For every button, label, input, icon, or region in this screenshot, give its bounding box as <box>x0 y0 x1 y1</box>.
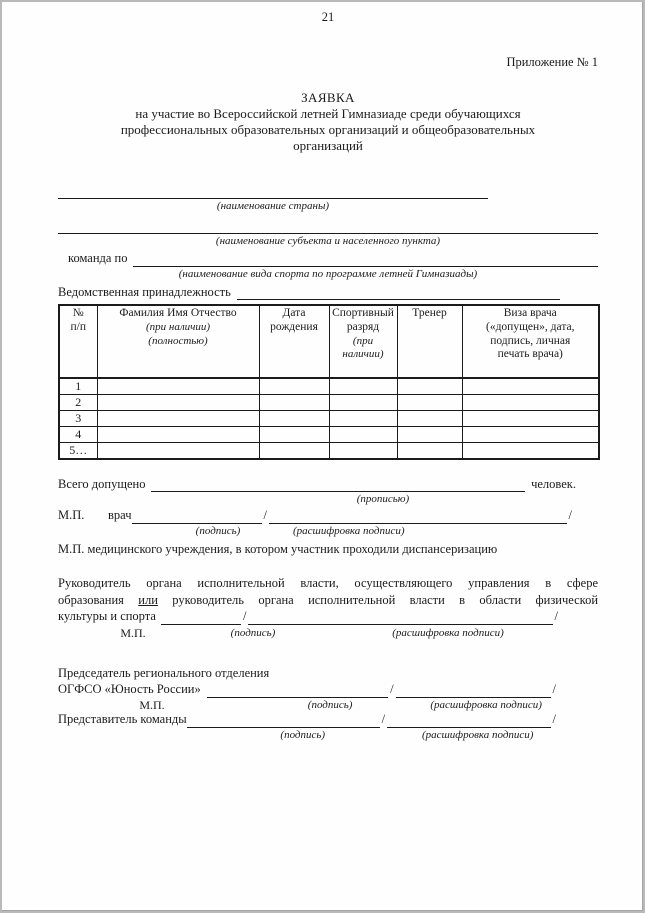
head-official-line2: образования или руководитель органа исполнительной власти в области физической <box>58 592 599 607</box>
table-cell <box>462 395 599 411</box>
slash-separator: / <box>263 508 267 522</box>
table-row <box>59 411 599 427</box>
row-number: 1 <box>59 378 97 395</box>
admitted-field <box>58 476 576 492</box>
chairman-signature-blank <box>207 682 388 698</box>
table-cell <box>462 378 599 395</box>
table-cell <box>397 427 462 443</box>
doctor-signature-blank <box>132 508 262 524</box>
chairman-org-label: ОГФСО «Юность России» <box>58 681 201 696</box>
appendix-label: Приложение № 1 <box>506 55 598 69</box>
head-official-caption-row <box>58 627 598 639</box>
name-caption: (расшифровка подписи) <box>430 698 542 711</box>
table-cell <box>97 395 259 411</box>
table-cell <box>329 443 397 460</box>
row-number: 5… <box>59 443 97 460</box>
head-name-blank <box>248 609 552 625</box>
underlined-word: или <box>138 592 158 607</box>
doctor-name-blank <box>269 508 567 524</box>
table-cell <box>97 378 259 395</box>
col-header-name: Фамилия Имя Отчество (при наличии) (полностью) <box>97 305 259 378</box>
slash-separator: / <box>242 609 247 623</box>
table-header-row <box>59 305 599 378</box>
table-cell <box>462 427 599 443</box>
name-caption: (расшифровка подписи) <box>392 626 504 639</box>
chairman-title-line: Председатель регионального отделения <box>58 665 270 680</box>
head-official-signature-row <box>58 608 560 625</box>
slash-separator: / <box>390 681 394 696</box>
form-subtitle-line: организаций <box>293 138 363 153</box>
col-header-number: № п/п <box>59 305 97 378</box>
country-field-blank <box>58 185 488 199</box>
form-subtitle-line: на участие во Всероссийской летней Гимназиаде среди обучающихся <box>135 106 521 121</box>
slash-separator: / <box>554 609 558 623</box>
table-cell <box>259 378 329 395</box>
region-field-blank <box>58 221 598 234</box>
doctor-caption-row <box>58 525 598 537</box>
head-official-line3-label: культуры и спорта <box>58 609 156 623</box>
representative-signature-row <box>58 711 558 728</box>
head-signature-blank <box>161 609 241 625</box>
row-number: 4 <box>59 427 97 443</box>
doctor-signature-row <box>58 507 574 524</box>
admitted-caption: (прописью) <box>356 493 410 505</box>
table-cell <box>397 411 462 427</box>
affiliation-field-label: Ведомственная принадлежность <box>58 285 231 299</box>
table-cell <box>259 411 329 427</box>
table-cell <box>97 443 259 460</box>
table-cell <box>462 411 599 427</box>
stamp-label: М.П. <box>139 697 165 712</box>
table-cell <box>462 443 599 460</box>
page-number: 21 <box>321 10 335 24</box>
slash-separator: / <box>552 711 556 726</box>
slash-separator: / <box>552 681 556 696</box>
admitted-suffix: человек. <box>531 477 576 491</box>
stamp-label: М.П. <box>58 508 85 522</box>
admitted-label: Всего допущено <box>58 477 146 491</box>
form-title: ЗАЯВКА <box>301 90 355 105</box>
representative-name-blank <box>387 712 550 728</box>
table-cell <box>259 443 329 460</box>
team-field-blank <box>133 251 599 267</box>
roster-table <box>58 304 600 460</box>
table-cell <box>97 411 259 427</box>
region-field-caption: (наименование субъекта и населенного пункта) <box>215 235 441 247</box>
signature-caption: (подпись) <box>307 698 353 711</box>
table-cell <box>397 378 462 395</box>
row-number: 3 <box>59 411 97 427</box>
col-header-coach: Тренер <box>397 305 462 378</box>
table-cell <box>329 395 397 411</box>
chairman-caption-row <box>58 699 558 711</box>
affiliation-field-blank <box>237 284 560 300</box>
table-row <box>59 427 599 443</box>
name-caption: (расшифровка подписи) <box>293 525 405 537</box>
signature-caption: (подпись) <box>230 626 276 639</box>
signature-caption: (подпись) <box>280 728 326 741</box>
stamp-label: М.П. <box>120 625 146 640</box>
table-row <box>59 378 599 395</box>
table-cell <box>329 378 397 395</box>
table-cell <box>329 411 397 427</box>
doctor-label: врач <box>108 508 132 522</box>
country-field-caption: (наименование страны) <box>216 200 330 212</box>
row-number: 2 <box>59 395 97 411</box>
table-cell <box>259 427 329 443</box>
chairman-name-blank <box>396 682 551 698</box>
table-cell <box>397 443 462 460</box>
representative-label: Представитель команды <box>58 711 187 726</box>
table-cell <box>259 395 329 411</box>
form-subtitle-line: профессиональных образовательных организаций и общеобразовательных <box>120 122 536 137</box>
signature-caption: (подпись) <box>195 525 241 537</box>
col-header-visa: Виза врача («допущен», дата, подпись, личная печать врача) <box>462 305 599 378</box>
slash-separator: / <box>381 711 386 726</box>
slash-separator: / <box>568 508 572 522</box>
affiliation-field <box>58 284 560 300</box>
medical-stamp-note: М.П. медицинского учреждения, в котором участник проходили диспансеризацию <box>58 542 498 556</box>
team-field-caption: (наименование вида спорта по программе летней Гимназиады) <box>178 268 478 280</box>
team-field <box>58 250 598 267</box>
table-row <box>59 443 599 460</box>
table-row <box>59 395 599 411</box>
representative-signature-blank <box>187 712 380 728</box>
name-caption: (расшифровка подписи) <box>421 728 534 741</box>
table-cell <box>97 427 259 443</box>
col-header-rank: Спортивный разряд (при наличии) <box>329 305 397 378</box>
representative-caption-row <box>58 729 558 741</box>
chairman-signature-row <box>58 681 558 698</box>
table-cell <box>397 395 462 411</box>
form-title-block <box>58 90 598 154</box>
team-field-label: команда по <box>68 251 128 265</box>
table-cell <box>329 427 397 443</box>
head-official-line1: Руководитель органа исполнительной власти, осуществляющего управления в сфере <box>58 576 598 590</box>
head-official-paragraph <box>58 575 598 639</box>
col-header-dob: Дата рождения <box>259 305 329 378</box>
admitted-blank <box>151 476 525 492</box>
